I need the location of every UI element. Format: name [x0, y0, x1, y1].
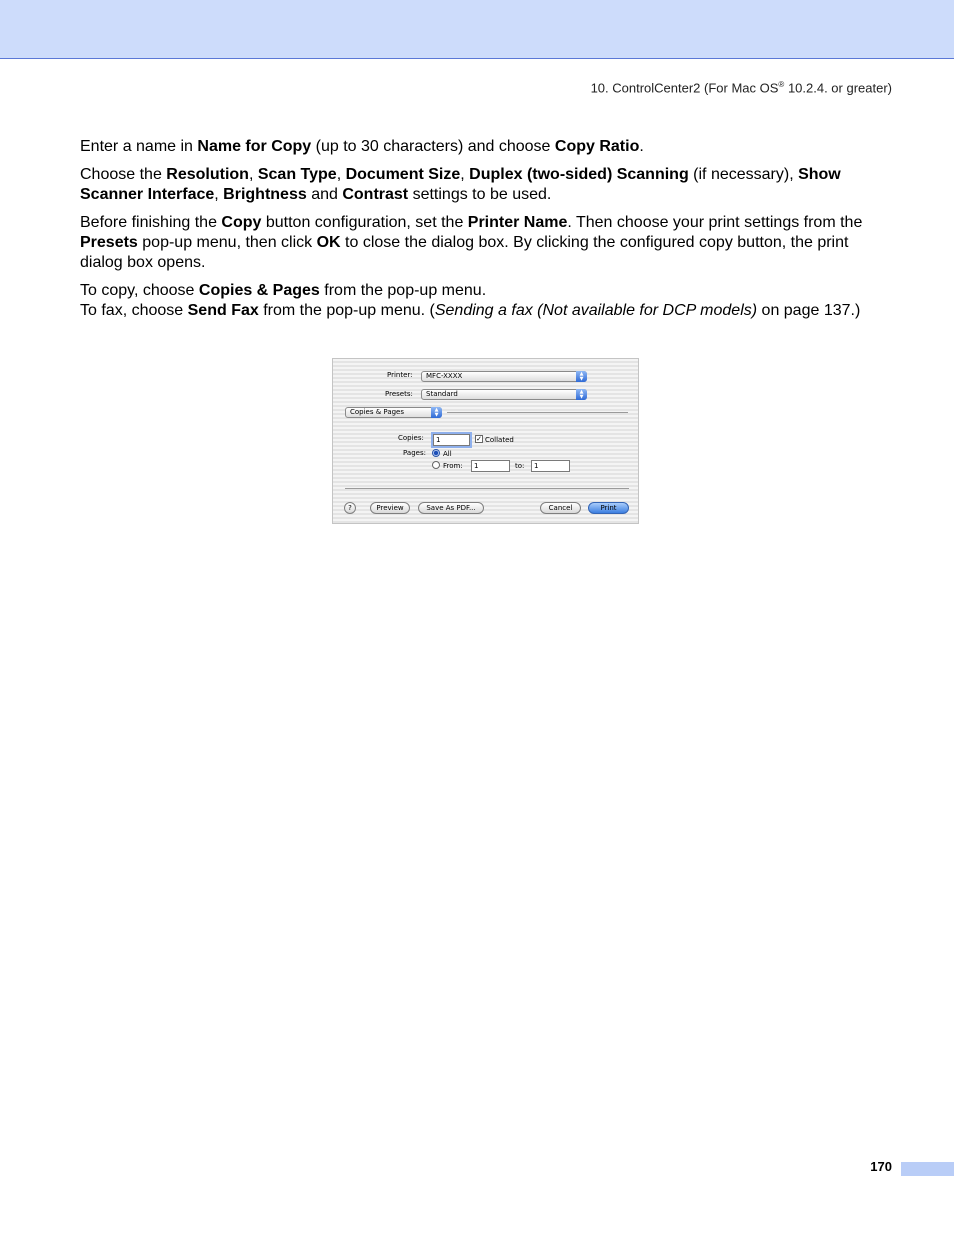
collated-checkbox[interactable] [475, 435, 483, 443]
to-label: to: [515, 462, 525, 470]
copies-input[interactable]: 1 [433, 434, 470, 446]
help-button[interactable]: ? [344, 502, 356, 514]
print-dialog-screenshot [332, 358, 639, 524]
printer-popup-value: MFC-XXXX [426, 372, 463, 380]
body-text [80, 137, 892, 329]
pages-all-label: All [443, 450, 452, 458]
copies-label: Copies: [398, 434, 424, 442]
page-number: 170 [870, 1159, 892, 1174]
panel-popup[interactable] [345, 407, 442, 418]
running-header-text-end: 10.2.4. or greater) [784, 80, 892, 96]
cancel-button[interactable]: Cancel [540, 502, 581, 514]
checkmark-icon: ✓ [476, 435, 482, 443]
collated-label: Collated [485, 436, 514, 444]
running-header-text: 10. ControlCenter2 (For Mac OS [590, 80, 779, 96]
printer-label: Printer: [387, 371, 413, 379]
printer-popup[interactable] [421, 371, 587, 382]
paragraph-name-for-copy: Enter a name in Name for Copy (up to 30 characters) and choose Copy Ratio. [80, 138, 644, 155]
save-as-pdf-button[interactable]: Save As PDF... [418, 502, 484, 514]
paragraph-printer-settings: Before finishing the Copy button configuration, set the Printer Name. Then choose your print settings from the Presets pop-up menu, then click OK to close the dialog box. By clicking the configured copy button, the print dialog box opens. [80, 214, 863, 271]
header-band [0, 0, 954, 59]
preview-button[interactable]: Preview [370, 502, 410, 514]
to-input[interactable]: 1 [531, 460, 570, 472]
registered-mark: ® [778, 80, 785, 89]
popup-arrows-icon: ▲ ▼ [576, 389, 587, 400]
paragraph-copy-fax: To copy, choose Copies & Pages from the pop-up menu. To fax, choose Send Fax from the pop-up menu. (Sending a fax (Not available for DCP models) on page 137.) [80, 282, 861, 319]
paragraph-scan-settings: Choose the Resolution, Scan Type, Document Size, Duplex (two-sided) Scanning (if necessary), Show Scanner Interface, Brightness and Contrast settings to be used. [80, 166, 841, 203]
popup-arrows-icon: ▲ ▼ [576, 371, 587, 382]
pages-from-radio[interactable] [432, 461, 440, 469]
presets-popup-value: Standard [426, 390, 458, 398]
page-tab [901, 1162, 954, 1176]
running-header [591, 80, 892, 95]
from-input[interactable]: 1 [471, 460, 510, 472]
pages-all-radio[interactable] [432, 449, 440, 457]
print-button[interactable]: Print [588, 502, 629, 514]
panel-popup-value: Copies & Pages [350, 408, 405, 416]
from-label: From: [443, 462, 463, 470]
presets-label: Presets: [385, 390, 413, 398]
pages-label: Pages: [403, 449, 426, 457]
presets-popup[interactable] [421, 389, 587, 400]
cross-reference-link[interactable]: Sending a fax (Not available for DCP models) [434, 302, 758, 319]
button-divider [345, 488, 629, 489]
popup-arrows-icon: ▲ ▼ [431, 407, 442, 418]
panel-divider [447, 412, 628, 413]
